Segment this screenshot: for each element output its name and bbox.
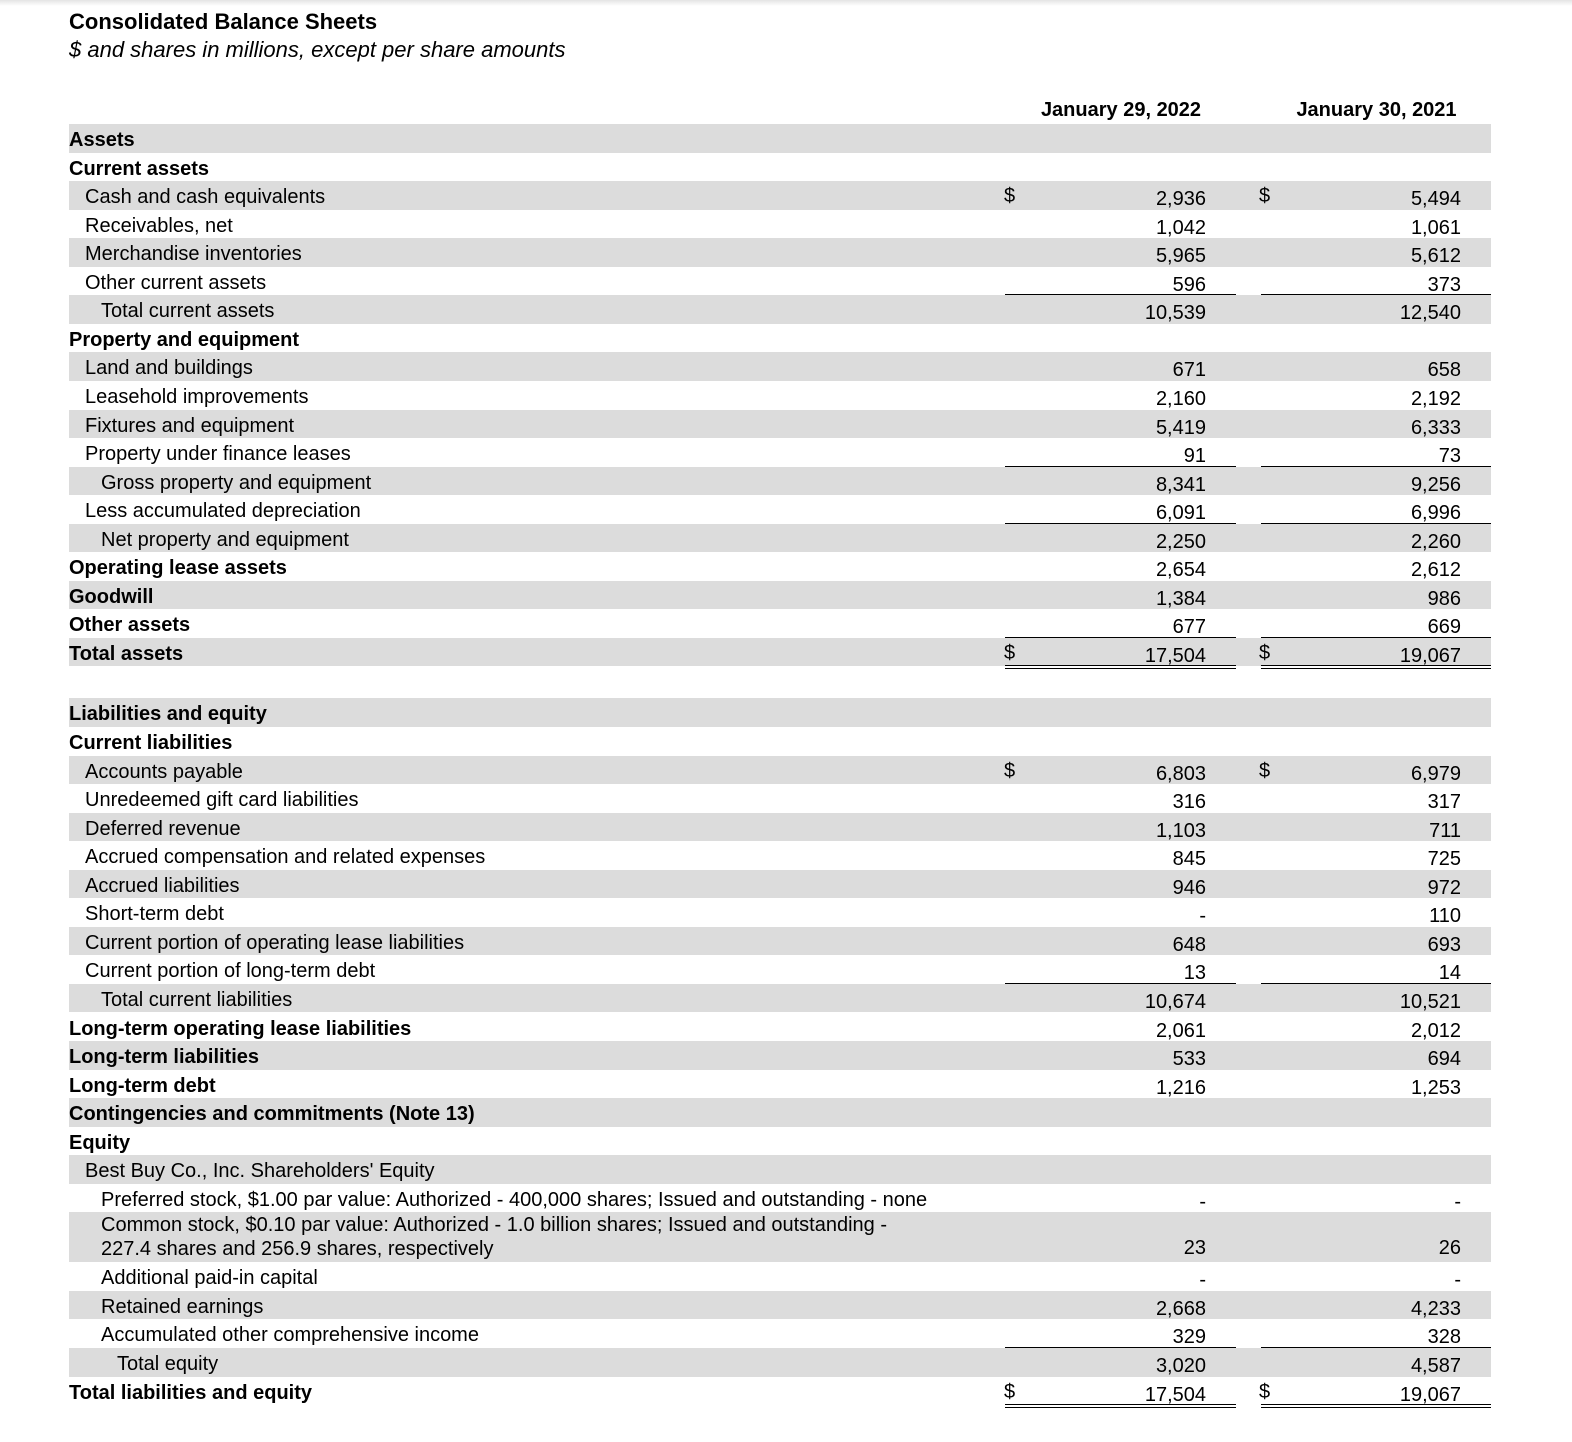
table-row: [69, 1262, 1491, 1291]
value-2021: 10,521: [1399, 990, 1461, 1013]
table-row: [69, 495, 1491, 524]
row-label-line: Current portion of operating lease liabilities: [85, 931, 465, 954]
currency-symbol: $: [1259, 641, 1271, 664]
value-2022: 10,674: [1144, 990, 1206, 1013]
row-label-line: Deferred revenue: [85, 817, 241, 840]
value-2022: 2,936: [1155, 188, 1206, 211]
value-2021: 4,587: [1410, 1355, 1461, 1377]
row-label-line: Goodwill: [69, 585, 154, 608]
table-row: [69, 1212, 1491, 1262]
row-label-line: Common stock, $0.10 par value: Authorized - 1.0 billion shares; Issued and outstanding -: [101, 1214, 888, 1237]
row-label: [101, 988, 292, 1012]
table-row: [69, 1377, 1491, 1406]
row-label-line: Current liabilities: [69, 732, 233, 754]
value-2022: 17,504: [1144, 1383, 1206, 1406]
value-2021: 14: [1438, 962, 1461, 985]
table-row: [69, 1291, 1491, 1320]
row-label: [85, 788, 358, 812]
row-label-line: Best Buy Co., Inc. Shareholders' Equity: [85, 1160, 435, 1183]
page-title: Consolidated Balance Sheets: [69, 9, 378, 34]
row-label: [69, 642, 183, 666]
value-2021: 725: [1427, 848, 1461, 871]
row-label: [85, 442, 351, 466]
row-label-line: Total current assets: [101, 300, 275, 323]
row-label: [85, 931, 464, 955]
table-row: [69, 609, 1491, 638]
value-2021: 26: [1438, 1237, 1461, 1260]
row-label-line: Merchandise inventories: [85, 243, 302, 266]
value-2021: 6,979: [1410, 762, 1461, 785]
table-row: [69, 1127, 1491, 1156]
row-label: [101, 299, 274, 323]
table-row: [69, 153, 1491, 182]
value-2021: 1,253: [1410, 1076, 1461, 1099]
value-2021: 693: [1427, 933, 1461, 956]
row-label-line: Net property and equipment: [101, 528, 349, 551]
row-label: [85, 385, 308, 409]
row-label-line: Accrued compensation and related expenses: [85, 846, 486, 869]
table-row: [69, 295, 1491, 324]
currency-symbol: $: [1004, 759, 1016, 782]
table-row: [69, 581, 1491, 610]
value-2022: 671: [1172, 359, 1206, 382]
row-label: [117, 1352, 218, 1376]
row-label-line: Less accumulated depreciation: [85, 500, 361, 523]
row-label-line: Property and equipment: [69, 328, 300, 351]
value-2022: 91: [1183, 445, 1206, 468]
row-label: [69, 585, 153, 609]
value-2021: 5,612: [1410, 245, 1461, 268]
row-label: [101, 1323, 479, 1347]
table-row: [69, 524, 1491, 553]
row-label-line: Long-term liabilities: [69, 1046, 260, 1069]
column-header-2021: January 30, 2021: [1262, 97, 1491, 125]
table-row: [69, 124, 1491, 153]
row-label-line: Gross property and equipment: [101, 471, 372, 494]
value-2021: 972: [1427, 876, 1461, 899]
value-2021: 6,333: [1410, 416, 1461, 439]
value-2022: 845: [1172, 848, 1206, 871]
row-label-line: Other assets: [69, 614, 191, 637]
row-label: [85, 356, 253, 380]
value-2022: 5,419: [1155, 416, 1206, 439]
value-2022: 5,965: [1155, 245, 1206, 268]
row-label: [85, 902, 224, 926]
value-2021: 73: [1438, 445, 1461, 468]
row-label-line: Long-term debt: [69, 1074, 216, 1097]
table-row: [69, 1319, 1491, 1348]
value-2021: 328: [1427, 1326, 1461, 1349]
table-row: [69, 841, 1491, 870]
table-row: [69, 784, 1491, 813]
value-2021: 658: [1427, 359, 1461, 382]
table-row: [69, 813, 1491, 842]
row-label: [69, 731, 232, 755]
value-2022: -: [1199, 1269, 1206, 1292]
value-2021: 19,067: [1399, 1383, 1461, 1406]
currency-symbol: $: [1259, 759, 1271, 782]
row-label-line: Accounts payable: [85, 760, 243, 783]
table-row: [69, 1098, 1491, 1127]
value-2021: 110: [1429, 905, 1461, 928]
currency-symbol: $: [1259, 185, 1271, 208]
table-row: [69, 927, 1491, 956]
table-row: [69, 870, 1491, 899]
row-label: [69, 702, 267, 726]
value-2021: 2,612: [1410, 559, 1461, 582]
table-row: [69, 324, 1491, 353]
row-label: [101, 1213, 887, 1261]
row-label-line: Total assets: [69, 642, 184, 665]
value-2022: 6,803: [1155, 762, 1206, 785]
row-label: [85, 760, 243, 784]
row-label-line: Operating lease assets: [69, 557, 287, 580]
value-2022: 648: [1172, 933, 1206, 956]
spacer-row: [69, 666, 1491, 698]
row-label-line: Short-term debt: [85, 903, 224, 926]
value-2021: 4,233: [1410, 1297, 1461, 1320]
table-row: [69, 1070, 1491, 1099]
row-label: [69, 1131, 130, 1155]
table-row: [69, 238, 1491, 267]
table-row: [69, 1155, 1491, 1184]
row-label-line: Leasehold improvements: [85, 385, 309, 408]
table-row: [69, 727, 1491, 756]
row-label-line: Liabilities and equity: [69, 703, 267, 726]
table-row: [69, 467, 1491, 496]
table-row: [69, 955, 1491, 984]
row-label: [85, 845, 485, 869]
currency-symbol: $: [1004, 1380, 1016, 1403]
table-row: [69, 698, 1491, 727]
value-2022: -: [1199, 1190, 1206, 1213]
value-2022: 946: [1172, 876, 1206, 899]
table-row: [69, 438, 1491, 467]
row-label: [69, 157, 209, 181]
row-label-line: Unredeemed gift card liabilities: [85, 789, 359, 812]
value-2021: 2,192: [1410, 387, 1461, 410]
row-label: [69, 1045, 259, 1069]
row-label-line: Preferred stock, $1.00 par value: Authorized - 400,000 shares; Issued and outstanding - none: [101, 1188, 928, 1211]
value-2022: 2,061: [1155, 1019, 1206, 1042]
value-2022: 13: [1183, 962, 1206, 985]
row-label: [69, 328, 299, 352]
row-label: [85, 1159, 435, 1183]
row-label: [69, 1017, 411, 1041]
value-2021: -: [1454, 1269, 1461, 1292]
value-2021: 694: [1427, 1048, 1461, 1071]
value-2021: 711: [1429, 819, 1461, 842]
row-label-line: Other current assets: [85, 271, 267, 294]
row-label: [69, 128, 135, 152]
value-2022: 2,668: [1155, 1297, 1206, 1320]
row-label-line: Current assets: [69, 157, 210, 180]
value-2022: 8,341: [1155, 473, 1206, 496]
currency-symbol: $: [1004, 185, 1016, 208]
value-2022: 1,103: [1155, 819, 1206, 842]
value-2022: 10,539: [1144, 302, 1206, 325]
row-label-line: Total liabilities and equity: [69, 1381, 312, 1404]
value-2022: 596: [1172, 273, 1206, 296]
row-label-line: 227.4 shares and 256.9 shares, respectively: [101, 1238, 494, 1261]
value-2022: 1,216: [1155, 1076, 1206, 1099]
value-2022: 6,091: [1155, 502, 1206, 525]
value-2022: 1,042: [1155, 216, 1206, 239]
row-label: [69, 556, 287, 580]
value-2021: 19,067: [1399, 644, 1461, 667]
table-row: [69, 756, 1491, 785]
value-2022: 2,654: [1155, 559, 1206, 582]
row-label-line: Fixtures and equipment: [85, 414, 295, 437]
row-label-line: Contingencies and commitments (Note 13): [69, 1103, 475, 1126]
value-2021: 9,256: [1410, 473, 1461, 496]
row-label-line: Total equity: [117, 1353, 219, 1375]
table-row: [69, 1041, 1491, 1070]
value-2021: 1,061: [1410, 216, 1461, 239]
row-label: [69, 1102, 475, 1126]
row-label: [101, 1266, 318, 1290]
value-2022: 316: [1172, 791, 1206, 814]
row-label: [85, 414, 294, 438]
row-label-line: Assets: [69, 129, 135, 151]
table-row: [69, 210, 1491, 239]
table-row: [69, 552, 1491, 581]
table-row: [69, 352, 1491, 381]
row-label: [85, 874, 240, 898]
row-label-line: Long-term operating lease liabilities: [69, 1017, 412, 1040]
value-2021: -: [1454, 1190, 1461, 1213]
row-label: [85, 959, 375, 983]
value-2022: 329: [1172, 1326, 1206, 1349]
table-row: [69, 1184, 1491, 1213]
value-2021: 373: [1427, 273, 1461, 296]
table-row: [69, 381, 1491, 410]
value-2021: 317: [1427, 791, 1461, 814]
row-label-line: Equity: [69, 1131, 131, 1154]
double-underline: [1005, 1404, 1236, 1408]
row-label: [69, 1074, 216, 1098]
row-label: [101, 1295, 263, 1319]
row-label-line: Total current liabilities: [101, 988, 293, 1011]
value-2022: 23: [1183, 1237, 1206, 1260]
value-2022: 1,384: [1155, 587, 1206, 610]
column-header-2022: January 29, 2022: [1006, 97, 1236, 125]
value-2022: 3,020: [1155, 1355, 1206, 1377]
value-2021: 986: [1427, 587, 1461, 610]
row-label-line: Accumulated other comprehensive income: [101, 1324, 479, 1347]
double-underline: [1261, 1404, 1491, 1408]
page-subtitle: $ and shares in millions, except per share amounts: [69, 37, 566, 62]
table-row: [69, 267, 1491, 296]
value-2022: 17,504: [1144, 644, 1206, 667]
row-label: [69, 1381, 312, 1405]
row-label-line: Property under finance leases: [85, 443, 351, 466]
row-label-line: Additional paid-in capital: [101, 1267, 318, 1290]
value-2022: 533: [1172, 1048, 1206, 1071]
table-row: [69, 984, 1491, 1013]
value-2021: 6,996: [1410, 502, 1461, 525]
table-row: [69, 638, 1491, 667]
row-label-line: Accrued liabilities: [85, 874, 240, 897]
row-label: [101, 528, 349, 552]
row-label: [85, 242, 302, 266]
currency-symbol: $: [1004, 641, 1016, 664]
row-label: [69, 613, 190, 637]
value-2022: 2,160: [1155, 387, 1206, 410]
table-row: [69, 1348, 1491, 1377]
row-label: [85, 214, 233, 238]
table-row: [69, 181, 1491, 210]
value-2022: 2,250: [1155, 530, 1206, 553]
value-2021: 2,012: [1410, 1019, 1461, 1042]
table-row: [69, 410, 1491, 439]
value-2022: -: [1199, 905, 1206, 928]
row-label-line: Current portion of long-term debt: [85, 960, 376, 983]
row-label: [101, 471, 371, 495]
row-label-line: Retained earnings: [101, 1295, 264, 1318]
row-label-line: Cash and cash equivalents: [85, 186, 326, 209]
row-label: [85, 271, 266, 295]
table-row: [69, 1013, 1491, 1042]
row-label: [85, 185, 325, 209]
value-2021: 669: [1427, 616, 1461, 639]
value-2021: 2,260: [1410, 530, 1461, 553]
currency-symbol: $: [1259, 1380, 1271, 1403]
row-label: [85, 499, 361, 523]
row-label: [85, 817, 241, 841]
value-2022: 677: [1172, 616, 1206, 639]
row-label-line: Receivables, net: [85, 214, 233, 237]
row-label-line: Land and buildings: [85, 357, 253, 380]
value-2021: 12,540: [1399, 302, 1461, 325]
row-label: [101, 1188, 927, 1212]
table-row: [69, 898, 1491, 927]
value-2021: 5,494: [1410, 188, 1461, 211]
